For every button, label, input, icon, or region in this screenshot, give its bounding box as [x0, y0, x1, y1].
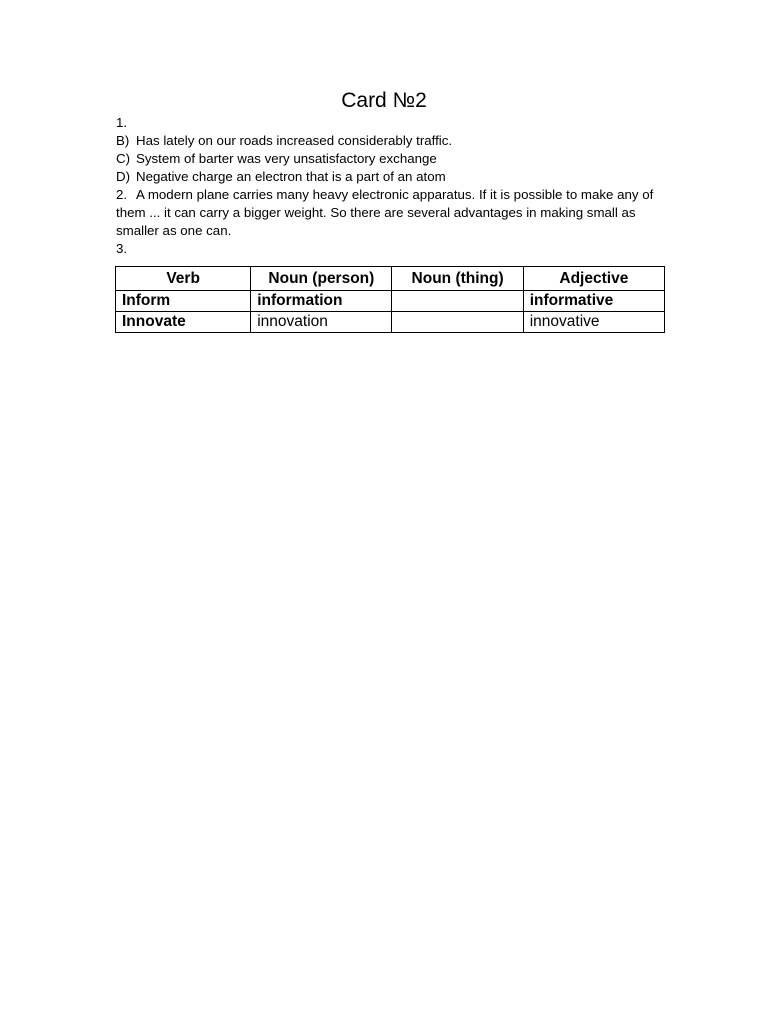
exercise-content — [116, 114, 656, 258]
column-header-noun-thing: Noun (thing) — [392, 267, 523, 291]
table-row — [116, 312, 665, 333]
item-text: System of barter was very unsatisfactory exchange — [136, 151, 437, 166]
table-cell: informative — [523, 291, 664, 312]
task-1-item-b — [116, 132, 656, 150]
task-1-item-d — [116, 168, 656, 186]
page-title: Card №2 — [341, 89, 427, 112]
task-2 — [116, 186, 656, 240]
task-2-number: 2. — [116, 187, 128, 202]
item-text: Has lately on our roads increased considerably traffic. — [136, 133, 453, 148]
column-header-verb: Verb — [116, 267, 251, 291]
item-text: Negative charge an electron that is a part of an atom — [136, 169, 446, 184]
table-cell: Innovate — [116, 312, 251, 333]
table-cell: innovative — [523, 312, 664, 333]
table-cell: Inform — [116, 291, 251, 312]
table-cell — [392, 291, 523, 312]
column-header-adjective: Adjective — [523, 267, 664, 291]
table-cell: information — [251, 291, 392, 312]
item-marker: C) — [116, 151, 131, 166]
task-1-item-c — [116, 150, 656, 168]
task-2-text: A modern plane carries many heavy electronic apparatus. If it is possible to make any of them ... it can carry a bigger weight. So there are several advantages in making small as smaller as one can. — [116, 187, 654, 238]
table-row — [116, 291, 665, 312]
table-cell — [392, 312, 523, 333]
table-cell: innovation — [251, 312, 392, 333]
column-header-noun-person: Noun (person) — [251, 267, 392, 291]
task-3-number: 3. — [116, 241, 128, 256]
task-1-number: 1. — [116, 115, 128, 130]
word-forms-table — [115, 266, 665, 333]
item-marker: D) — [116, 169, 131, 184]
item-marker: B) — [116, 133, 130, 148]
table-header-row — [116, 267, 665, 291]
